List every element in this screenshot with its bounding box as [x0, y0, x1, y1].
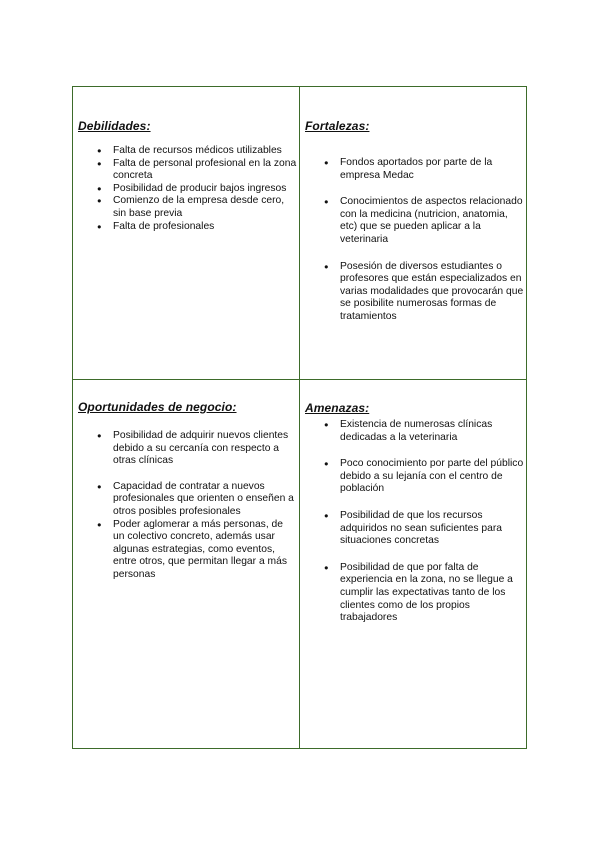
threats-cell [300, 380, 526, 748]
threats-title: Amenazas: [305, 401, 370, 415]
opportunities-cell [73, 380, 300, 748]
list-item: ● Poder aglomerar a más personas, de un colectivo concreto, además usar algunas estrategias, como eventos, entre otros, que permitan llegar a más personas [97, 519, 297, 582]
list-item: ● Falta de personal profesional en la zona concreta [97, 158, 297, 183]
list-item: ● Existencia de numerosas clínicas dedicadas a la veterinaria [324, 419, 524, 444]
list-item: ● Posibilidad de adquirir nuevos clientes debido a su cercanía con respecto a otras clínicas [97, 430, 297, 468]
swot-table [72, 86, 527, 749]
list-item: ● Conocimientos de aspectos relacionado con la medicina (nutricion, anatomia, etc) que se pueden aplicar a la veterinaria [324, 196, 524, 246]
opportunities-title: Oportunidades de negocio: [78, 400, 237, 414]
weaknesses-list [97, 145, 297, 233]
strengths-list [324, 157, 524, 338]
opportunities-list [97, 430, 297, 582]
weaknesses-cell [73, 87, 300, 380]
list-item: ● Posibilidad de que los recursos adquiridos no sean suficientes para situaciones concretas [324, 510, 524, 548]
list-item: ● Posesión de diversos estudiantes o profesores que están especializados en varias modalidades que provocarán que se posibilite numerosas formas de tratamientos [324, 261, 524, 324]
list-item: ● Falta de profesionales [97, 221, 297, 234]
list-item: ● Posibilidad de producir bajos ingresos [97, 183, 297, 196]
list-item: ● Poco conocimiento por parte del público debido a su lejanía con el centro de población [324, 458, 524, 496]
strengths-title: Fortalezas: [305, 119, 370, 133]
weaknesses-title: Debilidades: [78, 119, 151, 133]
threats-list [324, 419, 524, 639]
list-item: ● Falta de recursos médicos utilizables [97, 145, 297, 158]
list-item: ● Posibilidad de que por falta de experiencia en la zona, no se llegue a cumplir las expectativas tanto de los clientes como de los propios trabajadores [324, 562, 524, 625]
list-item: ● Comienzo de la empresa desde cero, sin base previa [97, 195, 297, 220]
list-item: ● Fondos aportados por parte de la empresa Medac [324, 157, 524, 182]
strengths-cell [300, 87, 526, 380]
list-item: ● Capacidad de contratar a nuevos profesionales que orienten o enseñen a otros posibles profesionales [97, 481, 297, 519]
